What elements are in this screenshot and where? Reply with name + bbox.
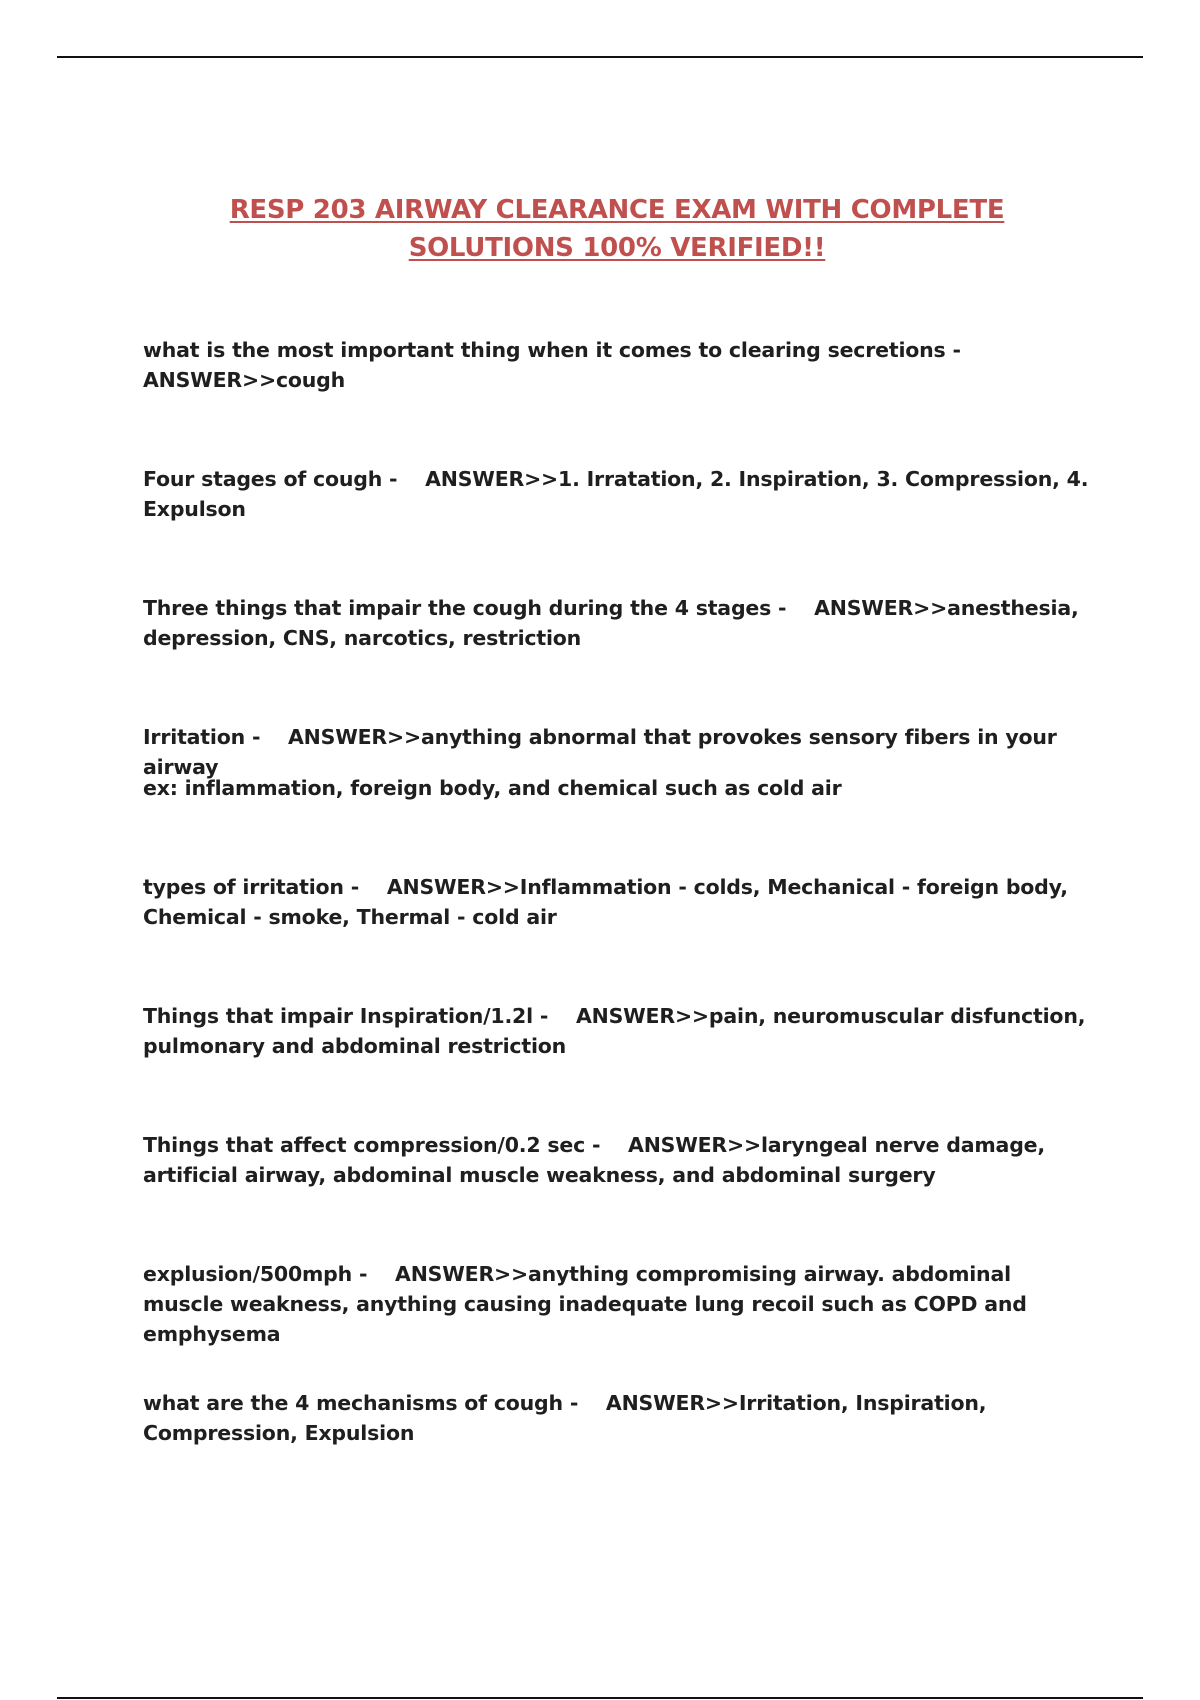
answer: ANSWER>>cough xyxy=(143,368,346,392)
answer: ANSWER>>Inflammation - colds, Mechanical - foreign body, Chemical - smoke, Thermal - cold air xyxy=(143,875,1068,929)
qa-item-6 xyxy=(143,1001,1093,1061)
footer-rule xyxy=(57,1697,1143,1699)
question: explusion/500mph - xyxy=(143,1262,368,1286)
qa-item-2 xyxy=(143,464,1093,524)
header-rule xyxy=(57,56,1143,58)
question: Things that affect compression/0.2 sec - xyxy=(143,1133,601,1157)
qa-item-4-note: ex: inflammation, foreign body, and chemical such as cold air xyxy=(143,776,842,800)
title-line-2: SOLUTIONS 100% VERIFIED!! xyxy=(408,233,826,263)
title-line-1: RESP 203 AIRWAY CLEARANCE EXAM WITH COMPLETE xyxy=(229,195,1005,225)
qa-item-5 xyxy=(143,872,1093,932)
answer: ANSWER>>anything compromising airway. abdominal muscle weakness, anything causing inadequate lung recoil such as COPD and emphysema xyxy=(143,1262,1027,1346)
answer: ANSWER>>anesthesia, depression, CNS, narcotics, restriction xyxy=(143,596,1079,650)
question: what is the most important thing when it comes to clearing secretions - xyxy=(143,338,961,362)
answer: ANSWER>>1. Irratation, 2. Inspiration, 3. Compression, 4. Expulson xyxy=(143,467,1089,521)
answer: ANSWER>>laryngeal nerve damage, artificial airway, abdominal muscle weakness, and abdominal surgery xyxy=(143,1133,1045,1187)
qa-item-7 xyxy=(143,1130,1093,1190)
question: Four stages of cough - xyxy=(143,467,398,491)
question: what are the 4 mechanisms of cough - xyxy=(143,1391,579,1415)
answer: ANSWER>>pain, neuromuscular disfunction, pulmonary and abdominal restriction xyxy=(143,1004,1086,1058)
qa-item-1 xyxy=(143,335,1093,395)
question: Things that impair Inspiration/1.2l - xyxy=(143,1004,549,1028)
answer: ANSWER>>anything abnormal that provokes sensory fibers in your airway xyxy=(143,725,1057,779)
question: Irritation - xyxy=(143,725,261,749)
answer: ANSWER>>Irritation, Inspiration, Compression, Expulsion xyxy=(143,1391,987,1445)
qa-item-9 xyxy=(143,1388,1093,1448)
qa-item-8 xyxy=(143,1259,1093,1349)
question: Three things that impair the cough during the 4 stages - xyxy=(143,596,787,620)
qa-item-3 xyxy=(143,593,1093,653)
question: types of irritation - xyxy=(143,875,360,899)
document-title xyxy=(0,191,1200,267)
